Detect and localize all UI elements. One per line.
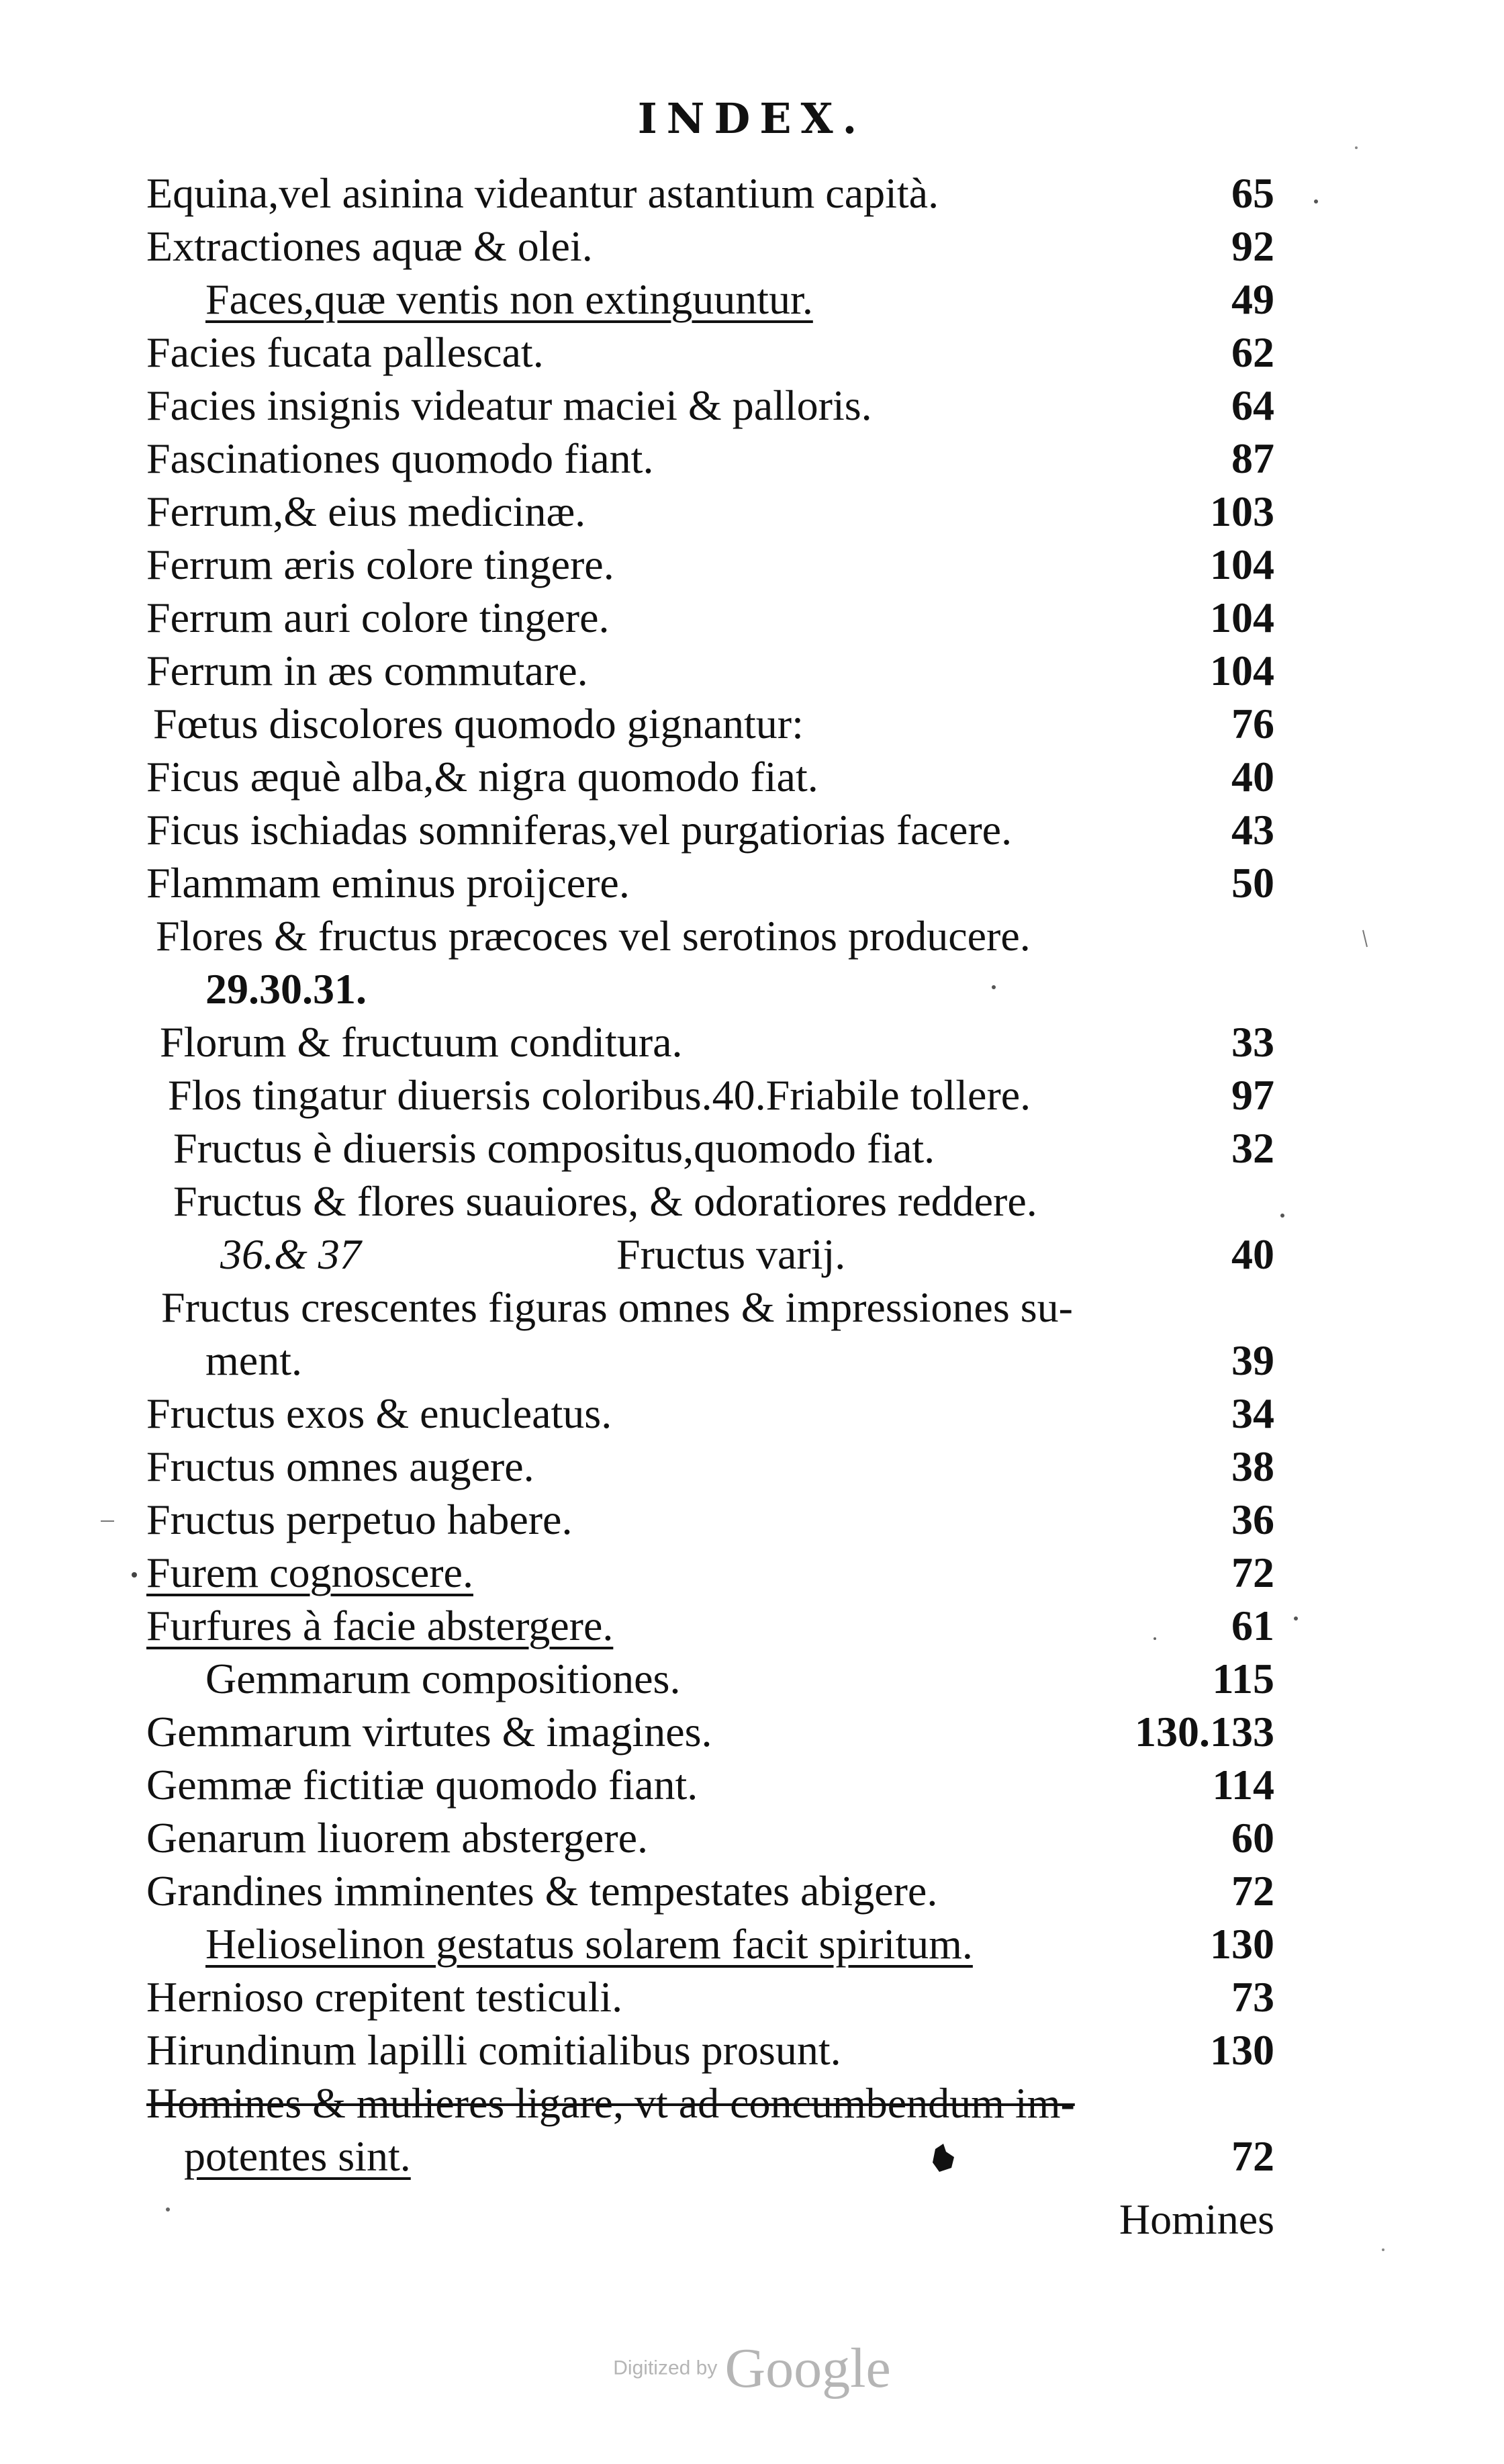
entry-text: Ficus ischiadas somniferas,vel purgatiorias facere. — [146, 806, 1013, 854]
entry-page: 72 — [1231, 1867, 1274, 1915]
entry-page: 39 — [1231, 1336, 1274, 1384]
entry-text: Genarum liuorem abstergere. — [146, 1814, 648, 1862]
entry-text-secondary: Fructus varij. — [616, 1230, 846, 1278]
entry-page: 60 — [1231, 1814, 1274, 1862]
entry-page: 87 — [1231, 435, 1274, 482]
entry-text: Fructus omnes augere. — [146, 1443, 534, 1490]
entry-text: Fructus crescentes figuras omnes & impressiones su- — [161, 1283, 1073, 1331]
entry-text-underlined: Furem cognoscere. — [146, 1549, 473, 1596]
entry-text: Ferrum æris colore tingere. — [146, 541, 614, 588]
entry-text: Fascinationes quomodo fiant. — [146, 435, 654, 482]
page-title: INDEX. — [637, 94, 867, 143]
entry-page: 43 — [1231, 806, 1274, 854]
entry-text: Fructus è diuersis compositus,quomodo fiat. — [173, 1124, 935, 1172]
entry-text: Hirundinum lapilli comitialibus prosunt. — [146, 2026, 841, 2074]
entry-page: 130 — [1210, 2026, 1274, 2074]
entry-page: 103 — [1210, 488, 1274, 535]
entry-page: 114 — [1212, 1761, 1274, 1809]
entry-page: 76 — [1231, 700, 1274, 747]
entry-page: 73 — [1231, 1973, 1274, 2021]
entry-text: Flores & fructus præcoces vel serotinos producere. — [156, 912, 1031, 960]
entry-text: Ferrum,& eius medicinæ. — [146, 488, 586, 535]
entry-page: 92 — [1231, 222, 1274, 270]
entry-text: Grandines imminentes & tempestates abigere. — [146, 1867, 938, 1915]
digitization-watermark — [0, 2336, 1504, 2401]
entry-page: 115 — [1212, 1655, 1274, 1702]
entry-page: 33 — [1231, 1018, 1274, 1066]
entry-text-underlined: Furfures à facie abstergere. — [146, 1602, 614, 1649]
entry-text: Gemmæ fictitiæ quomodo fiant. — [146, 1761, 698, 1809]
catchword: Homines — [1119, 2195, 1274, 2243]
entry-page: 72 — [1231, 2132, 1274, 2180]
entry-text: Gemmarum compositiones. — [205, 1655, 681, 1702]
entry-page: 130.133 — [1135, 1708, 1274, 1755]
entry-page: 97 — [1231, 1071, 1274, 1119]
entry-page: 32 — [1231, 1124, 1274, 1172]
entry-text-underlined: Helioselinon gestatus solarem facit spiritum. — [205, 1920, 973, 1968]
entry-page: 61 — [1231, 1602, 1274, 1649]
entry-text: Gemmarum virtutes & imagines. — [146, 1708, 712, 1755]
entry-text: Flammam eminus proijcere. — [146, 859, 630, 907]
entry-text: Ferrum auri colore tingere. — [146, 594, 610, 641]
entry-page: 49 — [1231, 275, 1274, 323]
google-logo: Google — [724, 2337, 891, 2400]
entry-text: 36.& 37 — [220, 1230, 361, 1278]
entry-page: 65 — [1231, 169, 1274, 217]
entry-text: 29.30.31. — [205, 965, 367, 1013]
watermark-prefix: Digitized by — [613, 2357, 718, 2379]
entry-page: 104 — [1210, 541, 1274, 588]
entry-page: 38 — [1231, 1443, 1274, 1490]
entry-page: 64 — [1231, 381, 1274, 429]
entry-text: Fœtus discolores quomodo gignantur: — [153, 700, 804, 747]
entry-text: Fructus perpetuo habere. — [146, 1496, 573, 1543]
entry-page: 72 — [1231, 1549, 1274, 1596]
entry-text-underlined: Faces,quæ ventis non extinguuntur. — [205, 275, 813, 323]
entry-text: Facies insignis videatur maciei & palloris. — [146, 381, 872, 429]
entry-text: Ficus æquè alba,& nigra quomodo fiat. — [146, 753, 818, 801]
entry-page: 50 — [1231, 859, 1274, 907]
entry-page: 36 — [1231, 1496, 1274, 1543]
entry-page: 40 — [1231, 1230, 1274, 1278]
entry-text: Hernioso crepitent testiculi. — [146, 1973, 623, 2021]
entry-text: Fructus & flores suauiores, & odoratiores reddere. — [173, 1177, 1037, 1225]
entry-text: Fructus exos & enucleatus. — [146, 1389, 612, 1437]
entry-text: Extractiones aquæ & olei. — [146, 222, 593, 270]
entry-text: Ferrum in æs commutare. — [146, 647, 588, 694]
entry-page: 104 — [1210, 647, 1274, 694]
entry-text: Facies fucata pallescat. — [146, 328, 544, 376]
entry-page: 62 — [1231, 328, 1274, 376]
entry-text: Flos tingatur diuersis coloribus.40.Friabile tollere. — [168, 1071, 1031, 1119]
entry-text-struck: Homines & mulieres ligare, vt ad concumbendum im- — [146, 2079, 1075, 2127]
entry-page: 104 — [1210, 594, 1274, 641]
entry-text: Florum & fructuum conditura. — [160, 1018, 683, 1066]
entry-text: ment. — [205, 1336, 302, 1384]
entry-page: 130 — [1210, 1920, 1274, 1968]
entry-page: 40 — [1231, 753, 1274, 801]
entry-text-underlined: potentes sint. — [184, 2132, 411, 2180]
entry-page: 34 — [1231, 1389, 1274, 1437]
entry-text: Equina,vel asinina videantur astantium capità. — [146, 169, 939, 217]
